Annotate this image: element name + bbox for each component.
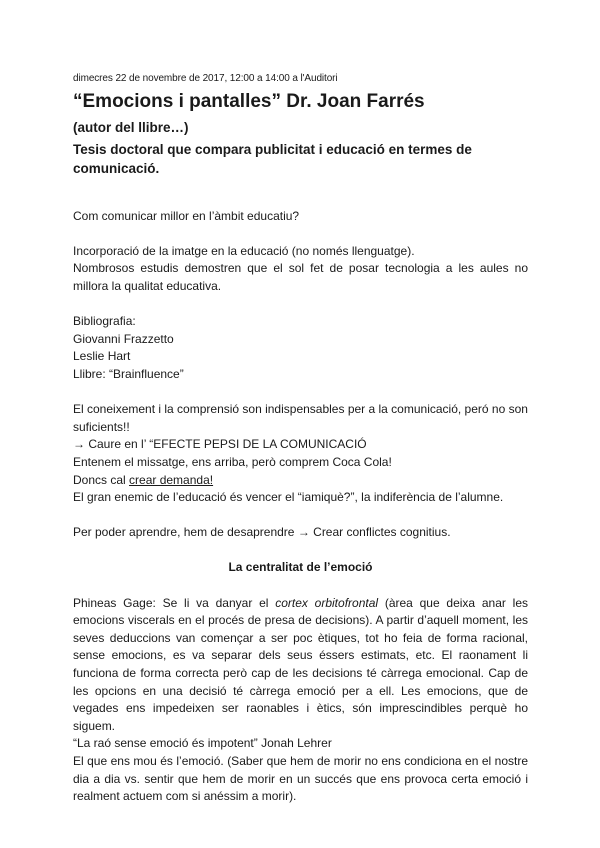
section-heading: La centralitat de l’emoció	[228, 560, 373, 575]
section-paragraph-2: El que ens mou és l’emoció. (Saber que hem de morir no ens condiciona en el nostre dia a dia vs. sentir que hem de morir en un succés que ens provoca certa emoció i realment actuem com si anéssim a morir).	[73, 754, 528, 804]
intro-paragraph-1: Incorporació de la imatge en la educació (no només llenguatge).	[73, 243, 415, 258]
section-quote: “La raó sense emoció és impotent” Jonah Lehrer	[73, 736, 332, 751]
thesis-line: Tesis doctoral que compara publicitat i educació en termes de comunicació.	[73, 141, 472, 176]
bibliography-item: Giovanni Frazzetto	[73, 331, 174, 346]
intro-paragraph-2: Nombrosos estudis demostren que el sol fet de posar tecnologia a les aules no millora la qualitat educativa.	[73, 261, 528, 293]
knowledge-line-5: El gran enemic de l’educació és vencer el “iamiquè?”, la indiferència de l’alumne.	[73, 490, 504, 505]
bibliography-item: Llibre: “Brainfluence”	[73, 366, 184, 381]
bibliography-item: Leslie Hart	[73, 349, 131, 364]
knowledge-line-4	[73, 472, 528, 490]
create-demand-link[interactable]: crear demanda!	[129, 472, 214, 487]
page-title: “Emocions i pantalles” Dr. Joan Farrés	[73, 90, 425, 112]
knowledge-line-3: Entenem el missatge, ens arriba, però comprem Coca Cola!	[73, 454, 392, 469]
subtitle: (autor del llibre…)	[73, 119, 189, 135]
bibliography-heading: Bibliografia:	[73, 314, 136, 329]
intro-question: Com comunicar millor en l’àmbit educatiu?	[73, 208, 300, 223]
event-meta: dimecres 22 de novembre de 2017, 12:00 a 14:00 a l'Auditori	[73, 73, 338, 84]
section-p1-part-a: Phineas Gage: Se li va danyar el	[73, 595, 276, 610]
knowledge-line-4-prefix: Doncs cal	[73, 472, 130, 487]
section-p1-part-b: (àrea que deixa anar les emocions viscerals en el procés de presa de decisions). A partir d’aquell moment, les seves deduccions van començar a ser poc ètiques, tot ho feia de forma racional, sense emocions, es va separar dels seus éssers estimats, etc. El raonament li funciona de forma correcta però cap de les decisions té càrrega emocional. Cap de les opcions en una decisió té càrrega emoció per a ell. Les emocions, que de vegades ens impedeixen ser raonables i ètics, són imprescindibles perquè ho siguem.	[73, 595, 529, 733]
knowledge-line-1: El coneixement i la comprensió son indispensables per a la comunicació, peró no son suficients!!	[73, 402, 528, 434]
knowledge-line-6: Per poder aprendre, hem de desaprendre → Crear conflictes cognitius.	[73, 525, 451, 540]
section-p1-italic: cortex orbitofrontal	[275, 595, 379, 610]
knowledge-line-2: → Caure en l’ “EFECTE PEPSI DE LA COMUNICACIÓ	[73, 437, 367, 452]
section-paragraph-1	[73, 595, 528, 736]
document-page	[73, 70, 528, 806]
